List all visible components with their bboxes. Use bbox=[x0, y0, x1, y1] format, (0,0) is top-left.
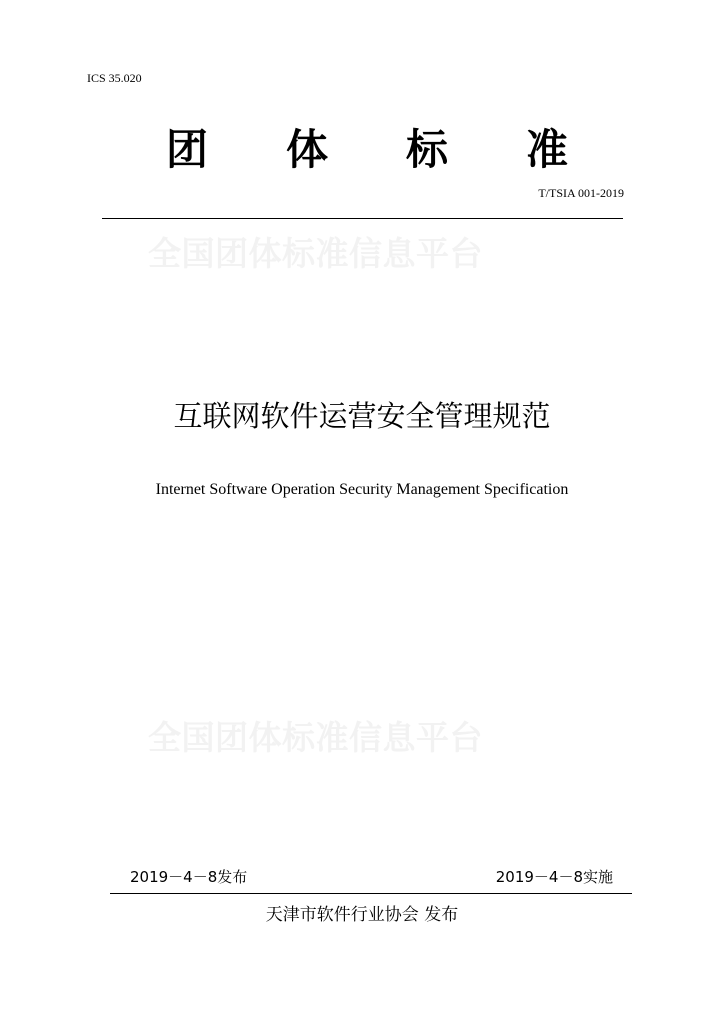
doc-type-char: 团 bbox=[166, 125, 209, 174]
document-title-english: Internet Software Operation Security Management Specification bbox=[155, 481, 569, 498]
doc-type-char: 标 bbox=[406, 125, 449, 174]
document-title-chinese: 互联网软件运营安全管理规范 bbox=[173, 399, 551, 433]
publisher: 天津市软件行业协会 发布 bbox=[265, 905, 459, 925]
implementation-date: 2019－4－8实施 bbox=[495, 868, 613, 886]
watermark-bottom: 全国团体标准信息平台 bbox=[148, 718, 483, 757]
header-divider bbox=[102, 218, 623, 219]
watermark-top: 全国团体标准信息平台 bbox=[148, 234, 483, 273]
standard-number: T/TSIA 001-2019 bbox=[538, 186, 624, 200]
ics-code: ICS 35.020 bbox=[87, 71, 142, 85]
document-type-heading bbox=[162, 120, 576, 180]
issue-date: 2019－4－8发布 bbox=[130, 868, 248, 886]
footer-divider bbox=[110, 893, 632, 894]
doc-type-char: 准 bbox=[526, 125, 569, 174]
doc-type-char: 体 bbox=[286, 125, 329, 174]
